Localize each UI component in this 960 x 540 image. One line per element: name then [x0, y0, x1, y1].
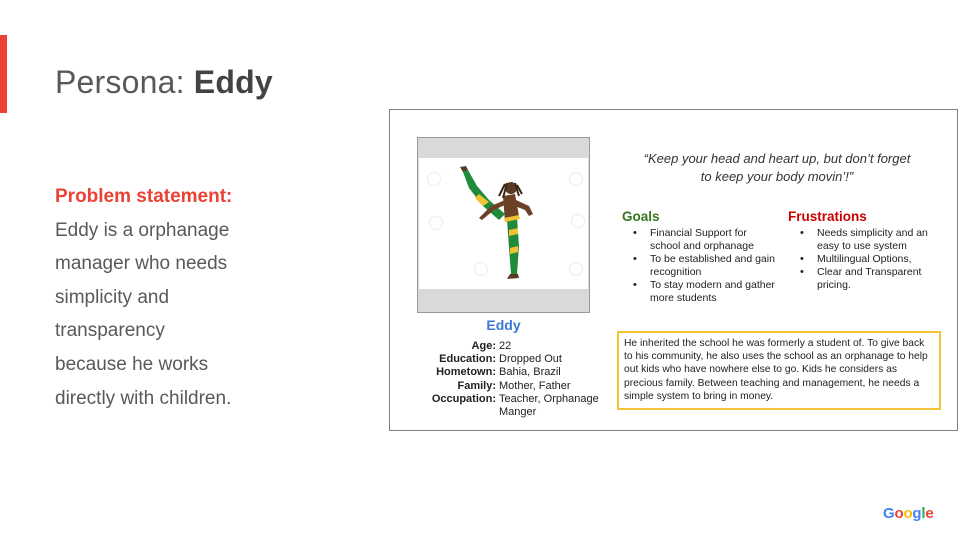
photo-area: [419, 158, 588, 289]
problem-line: transparency: [55, 320, 165, 342]
persona-bio: He inherited the school he was formerly a student of. To give back to his community, he also uses the school as an orphanage to help out kids who have nowhere else to go. Kids he considers as precious family. Between teaching and management, he needs a simple system to bring in money.: [617, 331, 941, 410]
logo-letter: l: [921, 505, 926, 522]
problem-line: directly with children.: [55, 387, 232, 409]
detail-row-family: [410, 380, 609, 393]
goal-item: • Financial Support for school and orphanage: [628, 227, 778, 253]
frustration-item: • Multilingual Options,: [795, 253, 945, 266]
detail-row-education: [410, 353, 609, 366]
frustrations-heading: Frustrations: [788, 209, 867, 224]
accent-bar: [0, 35, 7, 113]
problem-line: manager who needs: [55, 253, 228, 275]
detail-label: Age:: [471, 340, 496, 352]
goals-heading: Goals: [622, 209, 660, 224]
logo-letter: G: [883, 505, 895, 522]
frustration-item: • Clear and Transparent pricing.: [795, 266, 945, 292]
detail-row-hometown: [410, 366, 609, 379]
problem-line: Eddy is a orphanage: [55, 219, 230, 241]
problem-line: simplicity and: [55, 286, 170, 308]
detail-value: Teacher, Orphanage Manger: [499, 392, 599, 419]
logo-letter: e: [925, 505, 934, 522]
persona-name: Eddy: [486, 317, 521, 333]
quote-line: “Keep your head and heart up, but don’t forget: [643, 151, 911, 166]
problem-line: because he works: [55, 353, 209, 375]
detail-label: Family:: [457, 379, 496, 392]
slide-title: [55, 64, 273, 101]
logo-letter: o: [894, 505, 904, 522]
detail-row-age: [410, 340, 609, 353]
goal-item: • To be established and gain recognition: [628, 253, 778, 279]
title-prefix: Persona:: [55, 64, 194, 100]
goal-item: • To stay modern and gather more students: [628, 279, 778, 305]
title-name: Eddy: [193, 64, 273, 100]
detail-value: 22: [499, 340, 512, 352]
google-logo: [883, 505, 934, 522]
detail-row-occupation: [410, 393, 609, 419]
frustrations-list: [795, 227, 945, 292]
logo-letter: o: [903, 505, 913, 522]
persona-details: [410, 340, 609, 419]
detail-value: Dropped Out: [499, 353, 562, 366]
detail-label: Hometown:: [436, 366, 496, 379]
detail-value: Bahia, Brazil: [499, 366, 561, 379]
persona-card: [389, 109, 958, 431]
persona-quote: [612, 150, 942, 186]
logo-letter: g: [912, 505, 922, 522]
detail-label: Occupation:: [431, 392, 496, 405]
goals-list: [628, 227, 778, 305]
capoeira-dancer-figure: [419, 158, 588, 289]
persona-photo: [417, 137, 590, 313]
detail-label: Education:: [439, 353, 496, 366]
detail-value: Mother, Father: [499, 379, 571, 392]
quote-line: to keep your body movin’!”: [700, 169, 854, 184]
problem-label: Problem statement:: [55, 186, 233, 207]
frustration-item: • Needs simplicity and an easy to use system: [795, 227, 945, 253]
problem-statement: [55, 180, 345, 415]
